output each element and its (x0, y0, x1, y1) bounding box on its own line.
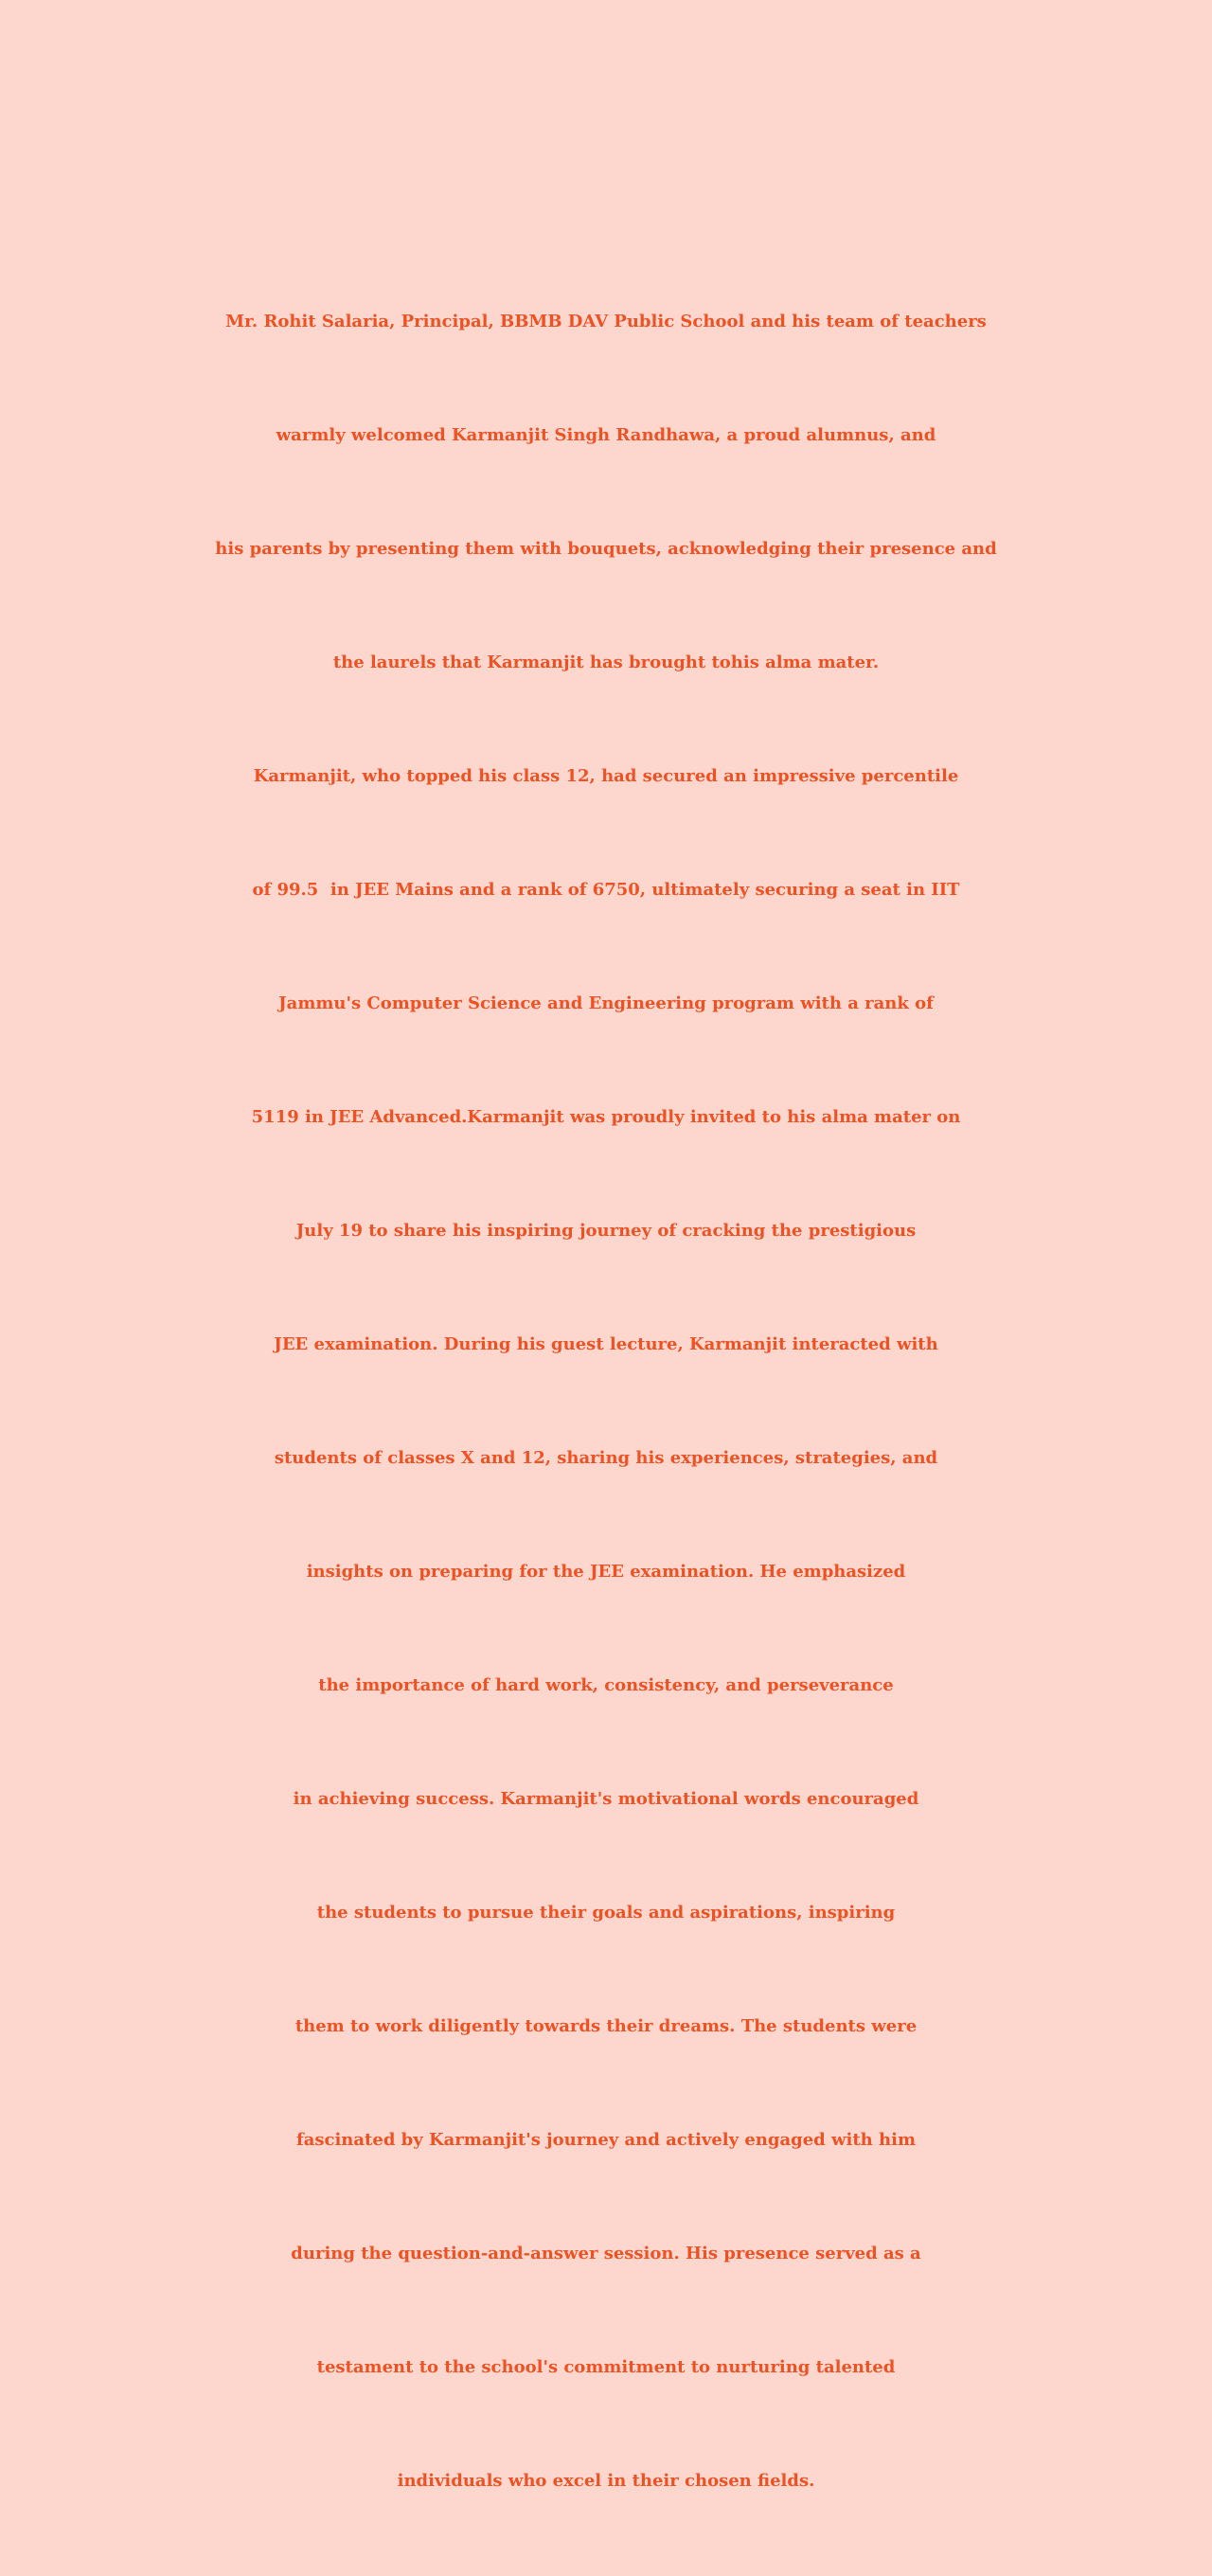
article-line: them to work diligently towards their dreams. The students were (294, 2016, 918, 2036)
article-line: warmly welcomed Karmanjit Singh Randhawa, a proud alumnus, and (276, 425, 936, 445)
article-line: fascinated by Karmanjit's journey and actively engaged with him (295, 2130, 917, 2150)
article-line: July 19 to share his inspiring journey of cracking the prestigious (295, 1221, 917, 1241)
article-line: JEE examination. During his guest lecture, Karmanjit interacted with (274, 1334, 938, 1354)
article-line: insights on preparing for the JEE examination. He emphasized (306, 1562, 906, 1582)
article-line: his parents by presenting them with bouquets, acknowledging their presence and (215, 539, 997, 559)
article-line: Mr. Rohit Salaria, Principal, BBMB DAV Public School and his team of teachers (225, 312, 987, 331)
article-line: 5119 in JEE Advanced.Karmanjit was proudly invited to his alma mater on (251, 1107, 961, 1127)
article-line: Karmanjit, who topped his class 12, had secured an impressive percentile (253, 766, 959, 786)
article-line: individuals who excel in their chosen fields. (397, 2471, 815, 2491)
article-line: during the question-and-answer session. His presence served as a (291, 2244, 921, 2263)
article-text (0, 227, 1212, 2576)
article-line: of 99.5 in JEE Mains and a rank of 6750, ultimately securing a seat in IIT (252, 880, 960, 900)
article-line: Jammu's Computer Science and Engineering program with a rank of (278, 993, 934, 1013)
article-line: in achieving success. Karmanjit's motivational words encouraged (293, 1789, 919, 1809)
article-line: the importance of hard work, consistency, and perseverance (318, 1675, 894, 1695)
article-line: testament to the school's commitment to nurturing talented (316, 2357, 896, 2377)
article-line: students of classes X and 12, sharing his experiences, strategies, and (274, 1448, 938, 1468)
article-line: the students to pursue their goals and aspirations, inspiring (316, 1903, 896, 1923)
article-line: the laurels that Karmanjit has brought tohis alma mater. (332, 653, 880, 672)
